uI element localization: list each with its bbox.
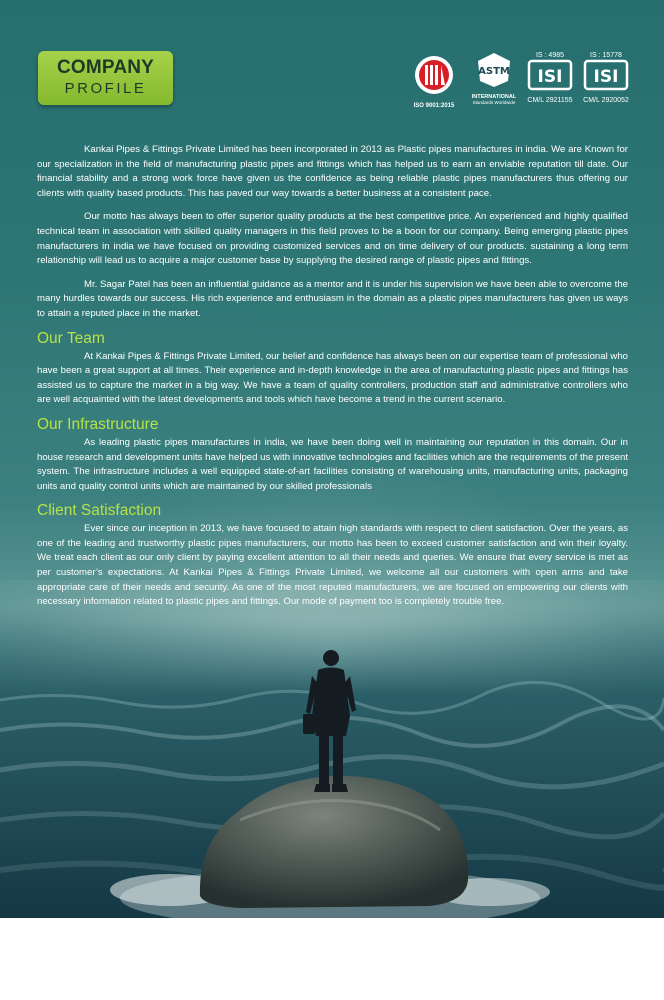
isi-15778-logo bbox=[579, 52, 633, 104]
astm-caption-bottom: Standards Worldwide bbox=[472, 100, 516, 105]
badge-title-line2: PROFILE bbox=[64, 80, 147, 97]
profile-content bbox=[37, 143, 628, 610]
section-text-client-satisfaction: Ever since our inception in 2013, we have focused to attain high standards with respect to client satisfaction. Over the years, as one of the leading and trustworthy plastic pipes manufacturers, our motto has been to exceed customer satisfaction and win their loyalty. We treat each client as our only client by paying excellent attention to all their needs and queries. We ensure that every service is met as per customer’s expectations. At Kankai Pipes & Fittings Private Limited, we welcome all our customers with open arms and take appropriate care of their needs and security. As one of the most reputed manufacturers, we are focused on empowering our clients with necessary information related to plastic pipes and fittings. Our mode of payment too is completely trouble free. bbox=[37, 523, 628, 608]
badge-title-line1: COMPANY bbox=[56, 57, 155, 78]
astm-logo bbox=[469, 51, 519, 105]
intro-paragraph-1: Kankai Pipes & Fittings Private Limited has been incorporated in 2013 as Plastic pipes manufactures in india. We are Known for our specialization in the field of manufacturing plastic pipes and fittings which has helped us to earn an enviable reputation till date. Our financial stability and a strong work force have given us the confidence as being reliable plastic pipes manufacturers thus offering our clients with quality based products. This has paved our way towards a better business at a consistent pace. bbox=[37, 144, 628, 199]
sea-rock-scene-illustration bbox=[0, 580, 664, 918]
isi-mark-text: ISI bbox=[593, 67, 619, 87]
isi-4985-licence: CM/L 2921155 bbox=[527, 97, 573, 104]
isi-4985-logo bbox=[524, 52, 576, 104]
iso-9001-logo bbox=[410, 54, 458, 109]
isi-mark-icon bbox=[583, 59, 629, 91]
iso-certification-icon bbox=[411, 54, 457, 98]
iso-caption: ISO 9001:2015 bbox=[413, 103, 455, 109]
astm-caption-top: INTERNATIONAL bbox=[471, 94, 517, 100]
section-text-our-infrastructure: As leading plastic pipes manufactures in india, we have been doing well in maintaining our reputation in this domain. Our in house research and development units have helped us with innovative technologies and facilities which are the requirements of the present system. The infrastructure includes a well equipped state-of-art facilities consisting of warehousing units, manufacturing units, packaging units and quality control units which are maintained by our skilled professionals bbox=[37, 436, 628, 492]
isi-15778-standard: IS : 15778 bbox=[590, 52, 622, 59]
section-heading-our-team: Our Team bbox=[37, 329, 105, 347]
section-heading-our-infrastructure: Our Infrastructure bbox=[37, 415, 159, 433]
isi-mark-icon bbox=[527, 59, 573, 91]
isi-4985-standard: IS : 4985 bbox=[535, 52, 565, 59]
isi-mark-text: ISI bbox=[537, 67, 563, 87]
astm-mark-text: ASTM bbox=[478, 66, 510, 77]
isi-15778-licence: CM/L 2920052 bbox=[583, 97, 629, 104]
intro-paragraph-2: Our motto has always been to offer superior quality products at the best competitive price. An experienced and highly qualified technical team in association with skilled quality managers in this field proves to be a boon for our company. Being emerging plastic pipes manufacturers in india we have focused on providing customized services and on time delivery of our products. sustaining a long term relationship will lead us to acquire a major customer base by supplying the desired range of plastic pipes and fittings. bbox=[37, 211, 628, 267]
section-heading-client-satisfaction: Client Satisfaction bbox=[37, 502, 162, 520]
intro-paragraph-3: Mr. Sagar Patel has been an influential guidance as a mentor and it is under his supervision we have been able to overcome the many hurdles towards our success. His rich experience and enthusiasm in the domain as a plastic pipes manufacturers has given us ways to attain a reputed place in the market. bbox=[37, 278, 628, 319]
astm-mark-icon bbox=[474, 51, 514, 89]
section-text-our-team: At Kankai Pipes & Fittings Private Limited, our belief and confidence has always been on our expertise team of professional who have been a great support at all times. Their experience and in-depth knowledge in the area of manufacturing plastic pipes and fittings has assisted us to capture the market in a big way. We have a team of quality controllers, production staff and administrative controllers who are well acquainted with the latest developments and tools which have become a trend in the current scenario. bbox=[37, 350, 628, 406]
company-profile-badge bbox=[38, 51, 173, 105]
